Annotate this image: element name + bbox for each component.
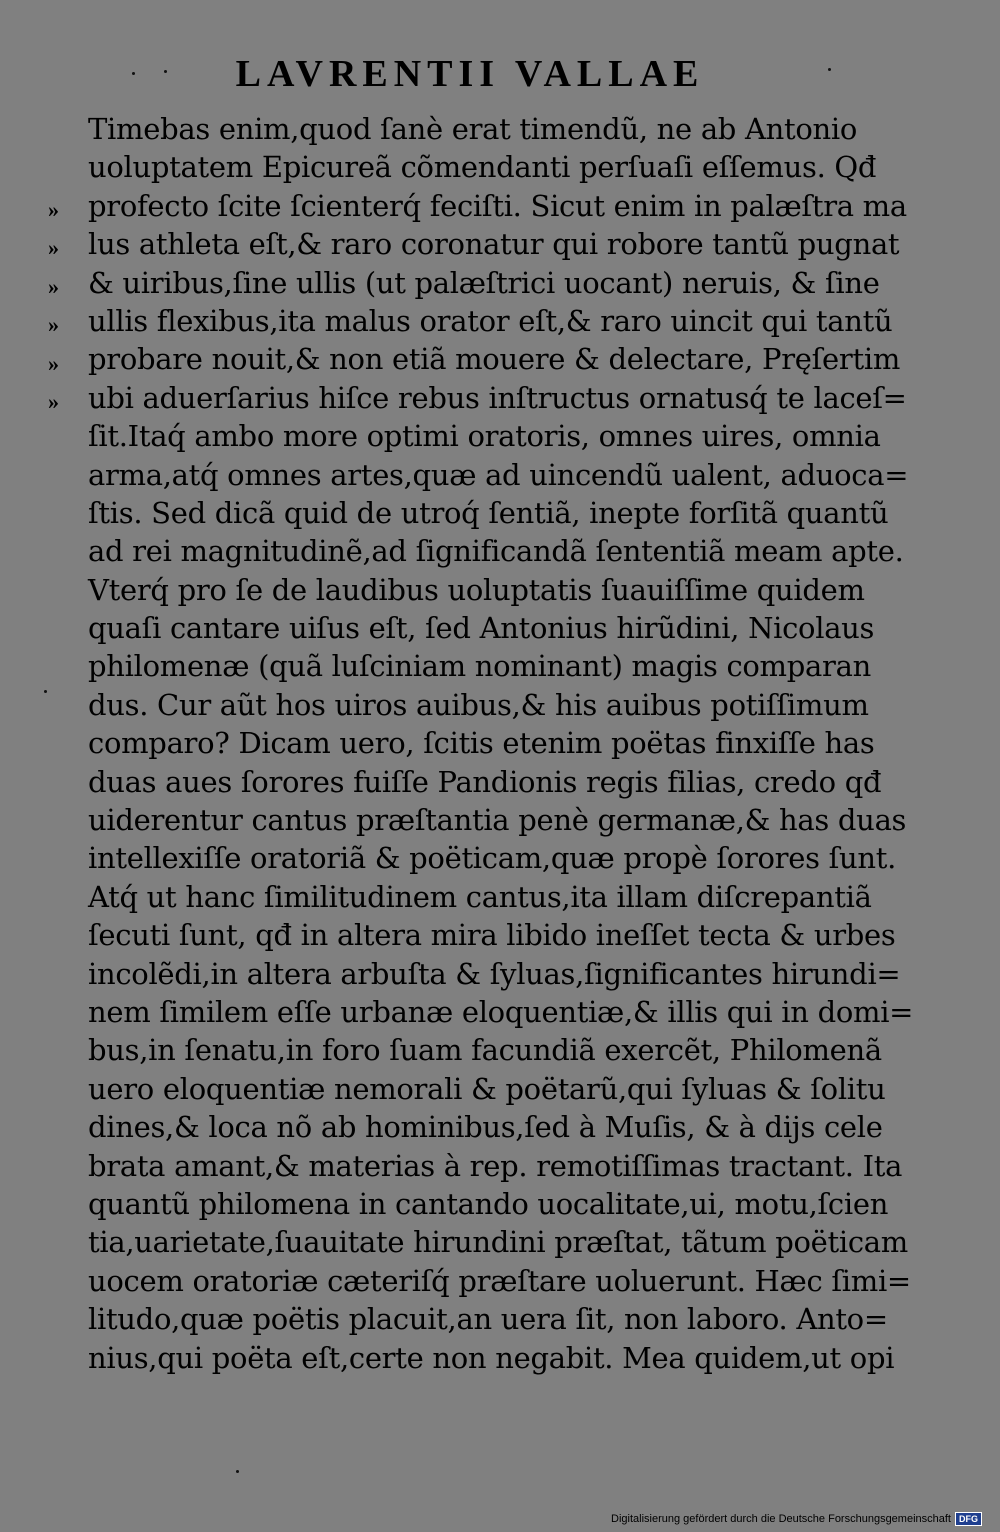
print-speck xyxy=(44,690,47,693)
text-line: intellexiſſe oratoriã & poëticam,quæ propè ſorores ſunt. xyxy=(88,841,897,876)
text-line: nius,qui poëta eſt,certe non negabit. Mea quidem,ut opi xyxy=(88,1340,895,1375)
text-line: uocem oratoriæ cæteriſq́ præſtare uoluerunt. Hæc ſimi= xyxy=(88,1263,911,1298)
body-text xyxy=(88,110,950,1377)
text-line: ſtis. Sed dicã quid de utroq́ ſentiã, inepte forſitã quantũ xyxy=(88,495,889,530)
text-line: uiderentur cantus præſtantia penè germanæ,& has duas xyxy=(88,803,907,838)
text-line: nem ſimilem eſſe urbanæ eloquentiæ,& illis qui in domi= xyxy=(88,994,914,1029)
text-line: quantũ philomena in cantando uocalitate,ui, motu,ſcien xyxy=(88,1186,889,1221)
text-line: quaſi cantare uiſus eſt, ſed Antonius hirũdini, Nicolaus xyxy=(88,611,875,646)
footer-credit: Digitalisierung gefördert durch die Deutsche Forschungsgemeinschaft xyxy=(611,1513,951,1525)
text-line: dines,& loca nõ ab hominibus,ſed à Muſis, & à dijs cele xyxy=(88,1110,883,1145)
digitization-footer xyxy=(611,1512,982,1526)
text-line: uoluptatem Epicureã cõmendanti perſuaſi eſſemus. Qđ xyxy=(88,150,877,185)
print-speck xyxy=(828,68,831,71)
text-line: & uiribus,ſine ullis (ut palæſtrici uocant) neruis, & ſine xyxy=(88,265,880,300)
text-line: duas aues ſorores fuiſſe Pandionis regis filias, credo qđ xyxy=(88,764,882,799)
text-line: Atq́ ut hanc ſimilitudinem cantus,ita illam diſcrepantiã xyxy=(88,879,872,914)
text-line: incolẽdi,in altera arbuſta & ſyluas,ſignificantes hirundi= xyxy=(88,956,901,991)
print-speck xyxy=(164,70,167,73)
text-line: tia,uarietate,ſuauitate hirundini præſtat, tãtum poëticam xyxy=(88,1225,908,1260)
margin-quote-mark: » xyxy=(48,235,59,261)
running-title: LAVRENTII VALLAE xyxy=(235,53,705,95)
print-speck xyxy=(132,72,135,75)
text-line: comparo? Dicam uero, ſcitis etenim poëtas finxiſſe has xyxy=(88,726,875,761)
text-line: ullis flexibus,ita malus orator eſt,& raro uincit qui tantũ xyxy=(88,303,893,338)
dfg-logo: DFG xyxy=(955,1512,982,1526)
margin-quote-mark: » xyxy=(48,312,59,338)
text-line: Timebas enim,quod ſanè erat timendũ, ne ab Antonio xyxy=(88,112,858,146)
text-line: ſecuti ſunt, qđ in altera mira libido ineſſet tecta & urbes xyxy=(88,918,896,953)
text-line: ſit.Itaq́ ambo more optimi oratoris, omnes uires, omnia xyxy=(88,419,881,454)
print-speck xyxy=(236,1470,239,1473)
margin-quote-mark: » xyxy=(48,273,59,299)
text-line: lus athleta eſt,& raro coronatur qui robore tantũ pugnat xyxy=(88,227,900,262)
margin-quote-mark: » xyxy=(48,350,59,376)
running-header xyxy=(0,52,1000,102)
text-line: ad rei magnitudinẽ,ad ſignificandã ſententiã meam apte. xyxy=(88,534,904,569)
text-line: probare nouit,& non etiã mouere & delectare, Pręſertim xyxy=(88,342,901,377)
text-line: profecto ſcite ſcienterq́ feciſti. Sicut enim in palæſtra ma xyxy=(88,188,907,223)
text-line: uero eloquentiæ nemorali & poëtarũ,qui ſyluas & ſolitu xyxy=(88,1071,886,1106)
text-line: Vterq́ pro ſe de laudibus uoluptatis ſuauiſſime quidem xyxy=(88,572,865,607)
text-line: litudo,quæ poëtis placuit,an uera ſit, non laboro. Anto= xyxy=(88,1302,888,1337)
margin-quote-mark: » xyxy=(48,389,59,414)
text-line: brata amant,& materias à rep. remotiſſimas tractant. Ita xyxy=(88,1148,903,1183)
text-line: ubi aduerſarius hiſce rebus inſtructus ornatusq́ te laceſ= xyxy=(88,380,907,415)
text-line: bus,in ſenatu,in foro ſuam facundiã exercẽt, Philomenã xyxy=(88,1033,882,1068)
margin-quote-mark: » xyxy=(48,197,59,222)
text-line: philomenæ (quã luſciniam nominant) magis comparan xyxy=(88,649,871,684)
text-line: arma,atq́ omnes artes,quæ ad uincendũ ualent, aduoca= xyxy=(88,457,909,492)
text-line: dus. Cur aũt hos uiros auibus,& his auibus potiſſimum xyxy=(88,687,869,722)
